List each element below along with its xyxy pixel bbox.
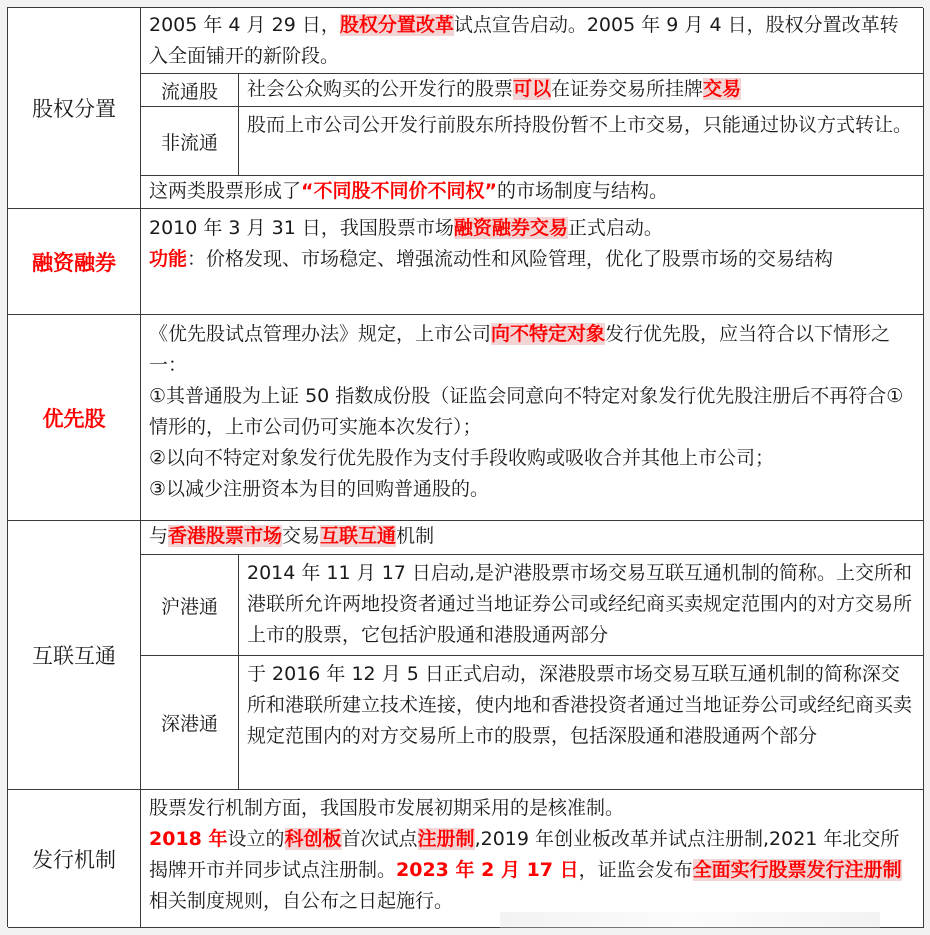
highlight: 向不特定对象 bbox=[491, 323, 606, 345]
sub-label-liutong bbox=[141, 74, 239, 107]
youxian-content bbox=[141, 315, 924, 521]
category-label: 互联互通 bbox=[32, 644, 116, 668]
text: 正式启动。 bbox=[567, 217, 663, 239]
watermark bbox=[500, 912, 880, 928]
highlight: 可以 bbox=[513, 78, 552, 100]
text: 机制 bbox=[396, 525, 435, 547]
highlight: 交易 bbox=[703, 78, 742, 100]
text: ,2019 年创业板改革并试点注册制,2021 年北交所揭牌开市并同步试点注册制。 bbox=[149, 828, 900, 881]
text: 在证券交易所挂牌 bbox=[551, 78, 704, 100]
hulian-header bbox=[141, 521, 924, 555]
label: 非流通 bbox=[160, 131, 218, 154]
category-rongzi bbox=[8, 209, 141, 315]
text: 与 bbox=[149, 525, 169, 547]
text: 发行优先股，应当符合以下情形之一： bbox=[149, 323, 891, 376]
label: 深港通 bbox=[160, 713, 218, 735]
text: 2014 年 11 月 17 日启动,是沪港股票市场交易互联互通机制的简称。上交所和港联所允许两地投资者通过当地证券公司或经纪商买卖规定范围内的对方交易所上市的股票，它包括沪股通和港股通两部分 bbox=[247, 562, 913, 646]
guquan-intro bbox=[141, 8, 924, 74]
liutong-desc bbox=[239, 74, 924, 107]
sub-label-shengangtong bbox=[141, 656, 239, 790]
sub-label-feiliutong bbox=[141, 107, 239, 176]
text: 的市场制度与结构。 bbox=[497, 180, 669, 202]
label: 沪港通 bbox=[160, 595, 218, 618]
highlight: 融资融券交易 bbox=[453, 217, 568, 239]
category-youxian bbox=[8, 315, 141, 521]
list-item: ③以减少注册资本为目的回购普通股的。 bbox=[149, 478, 490, 500]
text: 相关制度规则，自公布之日起施行。 bbox=[149, 890, 454, 912]
policy-table bbox=[7, 7, 923, 927]
text: 交易 bbox=[282, 525, 321, 547]
highlight: 科创板 bbox=[284, 828, 342, 850]
hugangtong-desc bbox=[239, 555, 924, 656]
shengangtong-desc bbox=[239, 656, 924, 790]
line bbox=[149, 319, 917, 381]
text: ，证监会发布 bbox=[578, 859, 693, 881]
text: ：价格发现、市场稳定、增强流动性和风险管理，优化了股票市场的交易结构 bbox=[187, 248, 834, 270]
category-label: 融资融券 bbox=[32, 250, 116, 275]
list-item: ①其普通股为上证 50 指数成份股（证监会同意向不特定对象发行优先股注册后不再符合①情形的，上市公司仍可实施本次发行）； bbox=[149, 385, 904, 438]
text: 这两类股票形成了 bbox=[149, 180, 302, 202]
highlight: 全面实行股票发行注册制 bbox=[692, 859, 902, 881]
category-label: 优先股 bbox=[42, 406, 106, 431]
highlight: 注册制 bbox=[417, 828, 475, 850]
highlight: 香港股票市场 bbox=[168, 525, 283, 547]
faxing-content bbox=[141, 790, 924, 928]
category-hulian bbox=[8, 521, 141, 790]
highlight: 功能 bbox=[149, 248, 188, 270]
category-guquan bbox=[8, 8, 141, 209]
text: 《优先股试点管理办法》规定，上市公司 bbox=[149, 323, 492, 345]
line bbox=[149, 213, 917, 244]
text: 首次试点 bbox=[341, 828, 418, 850]
highlight-date: 2018 年 bbox=[149, 828, 228, 850]
sub-label-hugangtong bbox=[141, 555, 239, 656]
text: 股票发行机制方面，我国股市发展初期采用的是核准制。 bbox=[149, 797, 625, 819]
text: 2010 年 3 月 31 日，我国股票市场 bbox=[149, 217, 454, 239]
guquan-summary bbox=[141, 176, 924, 209]
label: 流通股 bbox=[160, 80, 218, 103]
category-label: 发行机制 bbox=[32, 847, 116, 872]
highlight: “不同股不同价不同权” bbox=[301, 180, 497, 202]
highlight: 股权分置改革 bbox=[339, 14, 454, 36]
feiliutong-desc bbox=[239, 107, 924, 176]
text: 社会公众购买的公开发行的股票 bbox=[247, 78, 514, 100]
category-faxing bbox=[8, 790, 141, 928]
line bbox=[149, 244, 917, 275]
category-label: 股权分置 bbox=[32, 97, 116, 121]
rongzi-content bbox=[141, 209, 924, 315]
highlight-date: 2023 年 2 月 17 日 bbox=[396, 859, 579, 881]
text: 试点宣告启动。2005 年 9 月 4 日，股权分置改革转入全面铺开的新阶段。 bbox=[149, 14, 899, 67]
text: 于 2016 年 12 月 5 日正式启动，深港股票市场交易互联互通机制的简称深交所和港联所建立技术连接，使内地和香港投资者通过当地证券公司或经纪商买卖规定范围内的对方交易所上市的股票，包括深股通和港股通两个部分 bbox=[247, 663, 913, 747]
text: 股而上市公司公开发行前股东所持股份暂不上市交易，只能通过协议方式转让。 bbox=[247, 114, 913, 136]
list-item: ②以向不特定对象发行优先股作为支付手段收购或吸收合并其他上市公司； bbox=[149, 447, 775, 469]
text: 设立的 bbox=[227, 828, 285, 850]
text: 2005 年 4 月 29 日， bbox=[149, 14, 340, 36]
highlight: 互联互通 bbox=[320, 525, 397, 547]
